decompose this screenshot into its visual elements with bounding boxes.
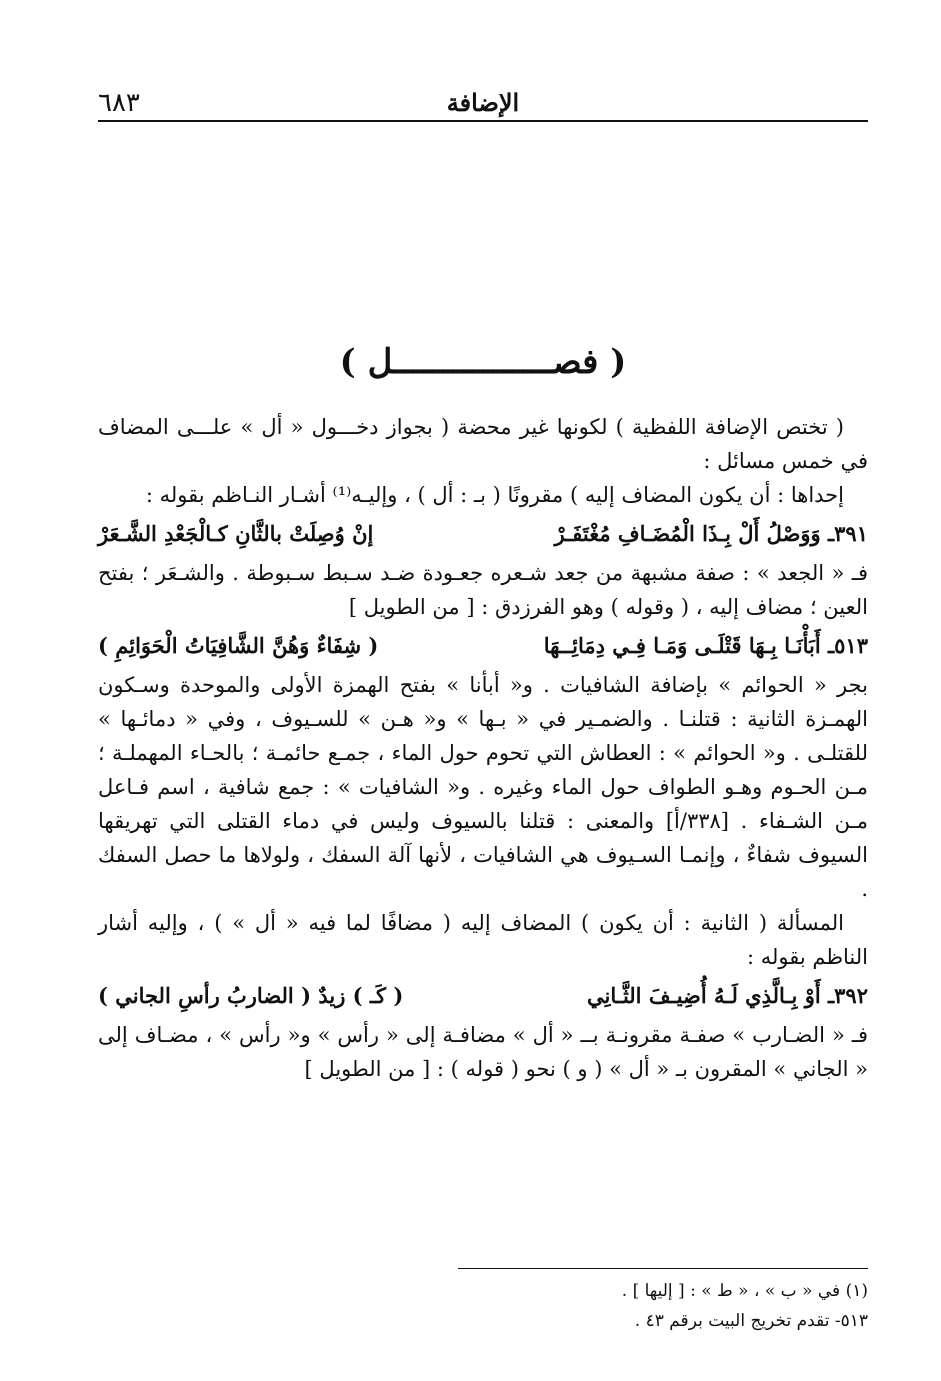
verse-513 bbox=[98, 626, 868, 666]
header-rule bbox=[98, 120, 868, 122]
running-title: الإضافة bbox=[446, 88, 520, 117]
footnote-513: ٥١٣- تقدم تخريج البيت برقم ٤٣ . bbox=[634, 1311, 868, 1331]
verse-392-first-hemistich: ٣٩٢ـ أَوْ بِـالَّذِي لَـهُ أُضِيـفَ الثَّـانِي bbox=[587, 983, 868, 1008]
section-title: ( فصــــــــــــــــل ) bbox=[339, 342, 627, 382]
page-header bbox=[98, 88, 868, 124]
verse-391 bbox=[98, 514, 868, 554]
verse-513-second-hemistich: ( شِفَاءٌ وَهُنَّ الشَّافِيَاتُ الْحَوَائِمِ ) bbox=[98, 633, 379, 658]
paragraph-intro: ( تختص الإضافة اللفظية ) لكونها غير محضة ( بجواز دخـــول « أل » علـــى المضاف في خمس مسائل : bbox=[98, 415, 868, 473]
footnotes bbox=[98, 1276, 868, 1336]
paragraph-first-issue: إحداها : أن يكون المضاف إليه ) مقرونًا ( بـ : أل ) ، وإليـه⁽¹⁾ أشـار النـاظم بقوله : bbox=[145, 483, 844, 507]
verse-391-second-hemistich: إنْ وُصِلَتْ بالثَّانِ كـالْجَعْدِ الشَّـعَرْ bbox=[98, 521, 374, 546]
book-page bbox=[98, 80, 868, 1370]
verse-392 bbox=[98, 976, 868, 1016]
paragraph-commentary-391: فـ « الجعد » : صفة مشبهة من جعد شـعره جعـودة ضـد سـبط سـبوطة . والشـعَر ؛ بفتح العين ؛ مضاف إليه ، ( وقوله ) وهو الفرزدق : [ من الطويل ] bbox=[98, 561, 868, 619]
footnote-rule bbox=[458, 1268, 868, 1269]
paragraph-second-issue: المسألة ( الثانية : أن يكون ) المضاف إليه ( مضافًا لما فيه « أل » ) ، وإليه أشار الناظم بقوله : bbox=[98, 911, 868, 969]
footnote-1: (١) في « ب » ، « ط » : [ إليها ] . bbox=[621, 1281, 868, 1301]
verse-392-second-hemistich: ( كَـ ) زيدٌ ( الضاربُ رأسِ الجاني ) bbox=[98, 983, 404, 1008]
main-text bbox=[98, 410, 868, 1086]
page-number: ٦٨٣ bbox=[98, 88, 140, 118]
paragraph-commentary-513: بجر « الحوائم » بإضافة الشافيات . و« أبأنا » بفتح الهمزة الأولى والموحدة وسـكون الهمـزة الثانية : قتلنـا . والضمـير في « بـها » و« هـن » للسـيوف ، وفي « دمائـها » للقتلـى . و« الحوائم » : العطاش التي تحوم حول الماء ، جمـع حائمـة ؛ بالحـاء المهملـة ؛ مـن الحـوم وهـو الطواف حول الماء وغيره . و« الشافيات » : جمع شافية ، اسم فـاعل مـن الشـفاء . [٣٣٨/أ] والمعنى : قتلنا بالسيوف وليس في دماء القتلى التي تهريقها السيوف شفاءٌ ، وإنمـا السـيوف هي الشافيات ، لأنها آلة السفك ، ولولاها ما حصل السفك . bbox=[98, 673, 868, 901]
verse-513-first-hemistich: ٥١٣ـ أَبَأْنَـا بِـهَا قَتْلَـى وَمَـا فِـي دِمَائِــهَا bbox=[543, 633, 868, 658]
paragraph-commentary-392: فـ « الضـارب » صفـة مقرونـة بــ « أل » مضافـة إلى « رأس » و« رأس » ، مضـاف إلى « الجاني » المقرون بـ « أل » ( و ) نحو ( قوله ) : [ من الطويل ] bbox=[98, 1023, 868, 1081]
verse-391-first-hemistich: ٣٩١ـ وَوَصْلُ أَلْ بِـذَا الْمُضَـافِ مُغْتَفَـرْ bbox=[554, 521, 868, 546]
